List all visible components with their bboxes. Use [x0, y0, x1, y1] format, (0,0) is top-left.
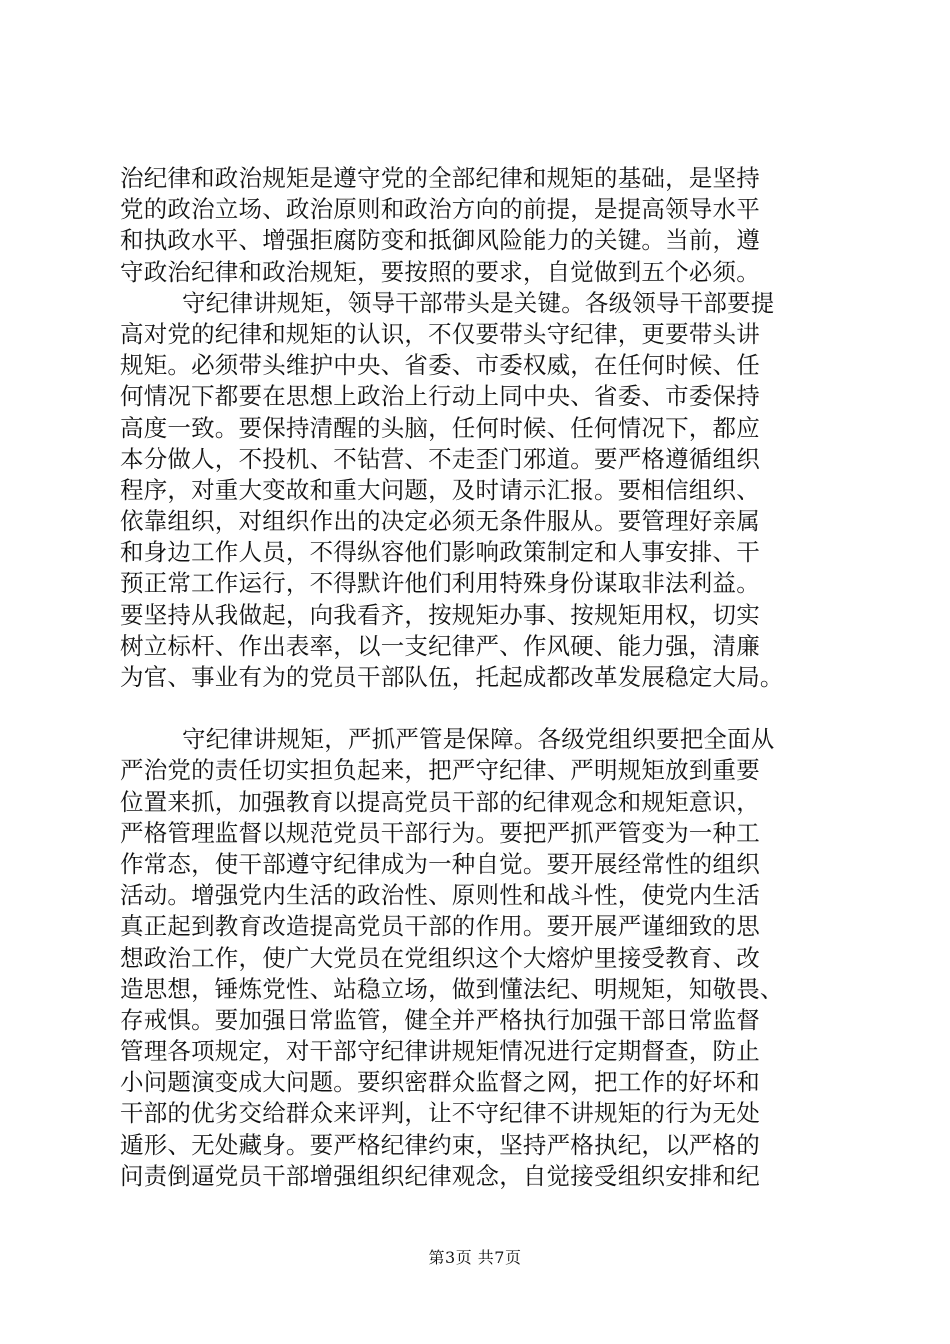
- paragraph: [120, 163, 832, 288]
- paragraph: [120, 724, 832, 1192]
- text-line: 和执政水平、增强拒腐防变和抵御风险能力的关键。当前，遵: [120, 226, 760, 255]
- text-line: 树立标杆、作出表率，以一支纪律严、作风硬、能力强，清廉: [120, 631, 760, 660]
- text-line: 要坚持从我做起，向我看齐，按规矩办事、按规矩用权，切实: [120, 600, 760, 629]
- text-line: 守政治纪律和政治规矩，要按照的要求，自觉做到五个必须。: [120, 257, 760, 286]
- text-line: 活动。增强党内生活的政治性、原则性和战斗性，使党内生活: [120, 881, 760, 910]
- text-line: 存戒惧。要加强日常监管，健全并严格执行加强干部日常监督: [120, 1005, 760, 1034]
- text-line: 依靠组织，对组织作出的决定必须无条件服从。要管理好亲属: [120, 507, 760, 536]
- text-line: 何情况下都要在思想上政治上行动上同中央、省委、市委保持: [120, 382, 760, 411]
- paragraph-spacer: [120, 693, 832, 724]
- text-line: 程序，对重大变故和重大问题，及时请示汇报。要相信组织、: [120, 475, 760, 504]
- text-line: 守纪律讲规矩，领导干部带头是关键。各级领导干部要提: [182, 288, 775, 317]
- text-line: 严格管理监督以规范党员干部行为。要把严抓严管变为一种工: [120, 818, 760, 847]
- text-line: 和身边工作人员，不得纵容他们影响政策制定和人事安排、干: [120, 538, 760, 567]
- text-line: 守纪律讲规矩，严抓严管是保障。各级党组织要把全面从: [182, 725, 775, 754]
- text-line: 治纪律和政治规矩是遵守党的全部纪律和规矩的基础，是坚持: [120, 164, 760, 192]
- text-line: 为官、事业有为的党员干部队伍，托起成都改革发展稳定大局。: [120, 663, 784, 691]
- text-line: 高度一致。要保持清醒的头脑，任何时候、任何情况下，都应: [120, 413, 760, 442]
- text-line: 造思想，锤炼党性、站稳立场，做到懂法纪、明规矩，知敬畏、: [120, 974, 784, 1003]
- text-line: 遁形、无处藏身。要严格纪律约束，坚持严格执纪，以严格的: [120, 1130, 760, 1159]
- paragraph: [120, 288, 832, 693]
- text-line: 小问题演变成大问题。要织密群众监督之网，把工作的好坏和: [120, 1068, 760, 1097]
- text-line: 真正起到教育改造提高党员干部的作用。要开展严谨细致的思: [120, 912, 760, 941]
- text-line: 高对党的纪律和规矩的认识，不仅要带头守纪律，更要带头讲: [120, 319, 760, 348]
- text-line: 党的政治立场、政治原则和政治方向的前提，是提高领导水平: [120, 195, 760, 224]
- text-line: 预正常工作运行，不得默许他们利用特殊身份谋取非法利益。: [120, 569, 760, 598]
- page-number-footer: 第3页 共7页: [428, 1248, 522, 1267]
- text-line: 规矩。必须带头维护中央、省委、市委权威，在任何时候、任: [120, 351, 760, 380]
- text-line: 想政治工作，使广大党员在党组织这个大熔炉里接受教育、改: [120, 943, 760, 972]
- text-line: 管理各项规定，对干部守纪律讲规矩情况进行定期督查，防止: [120, 1037, 760, 1066]
- text-line: 问责倒逼党员干部增强组织纪律观念，自觉接受组织安排和纪: [120, 1161, 760, 1190]
- text-line: 严治党的责任切实担负起来，把严守纪律、严明规矩放到重要: [120, 756, 760, 785]
- document-body: [120, 163, 832, 1192]
- text-line: 作常态，使干部遵守纪律成为一种自觉。要开展经常性的组织: [120, 849, 760, 878]
- text-line: 本分做人，不投机、不钻营、不走歪门邪道。要严格遵循组织: [120, 444, 760, 473]
- text-line: 干部的优劣交给群众来评判，让不守纪律不讲规矩的行为无处: [120, 1099, 760, 1128]
- text-line: 位置来抓，加强教育以提高党员干部的纪律观念和规矩意识，: [120, 787, 760, 816]
